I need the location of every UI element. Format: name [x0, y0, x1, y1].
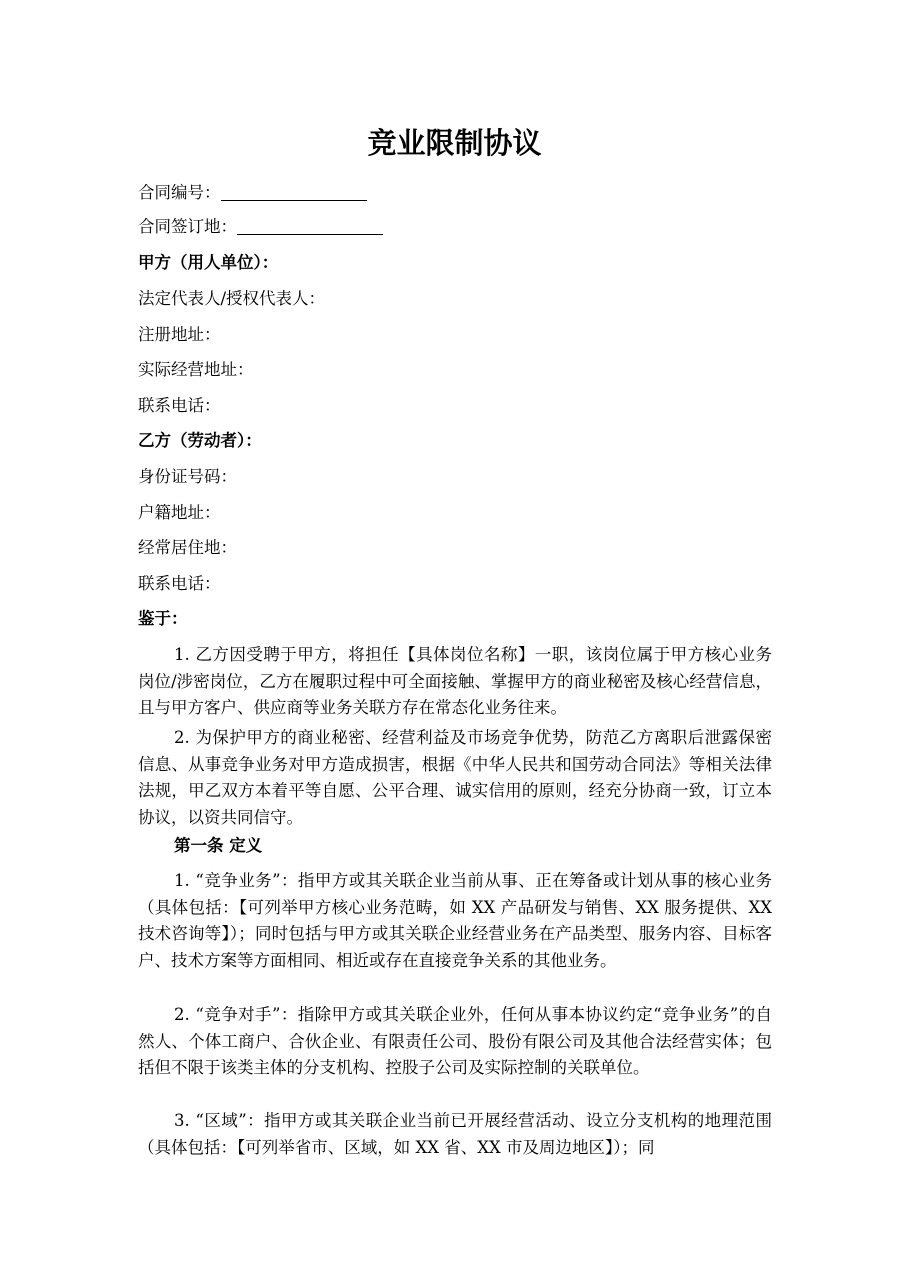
article-1-paragraph-1: 1. “竞争业务”：指甲方或其关联企业当前从事、正在筹备或计划从事的核心业务（具体包括：【可列举甲方核心业务范畴，如 XX 产品研发与销售、XX 服务提供、XX 技术咨询等】）；同时包括与甲方或其关联企业经营业务在产品类型、服务内容、目标客户、技术方案等方面相同、相近或存在直接竞争关系的其他业务。 [138, 871, 772, 970]
whereas-heading: 鉴于： [138, 609, 188, 628]
party-a-reg-addr: 注册地址： [138, 325, 221, 344]
contract-number-field [138, 181, 367, 205]
party-b-id-no: 身份证号码： [138, 467, 237, 486]
article-1-paragraph-3: 3. “区域”：指甲方或其关联企业当前已开展经营活动、设立分支机构的地理范围（具体包括：【可列举省市、区域，如 XX 省、XX 市及周边地区】）；同 [138, 1111, 772, 1157]
party-a-rep: 法定代表人/授权代表人： [138, 289, 326, 308]
party-a-op-addr: 实际经营地址： [138, 360, 254, 379]
article-1-heading: 第一条 定义 [174, 836, 263, 855]
party-b-phone: 联系电话： [138, 574, 221, 593]
document-title: 竞业限制协议 [367, 126, 542, 160]
contract-place-field [138, 215, 383, 239]
contract-place-label: 合同签订地： [138, 217, 237, 236]
party-b-hukou: 户籍地址： [138, 503, 221, 522]
party-a-heading: 甲方（用人单位）： [138, 253, 279, 272]
whereas-paragraph-2: 2. 为保护甲方的商业秘密、经营利益及市场竞争优势，防范乙方离职后泄露保密信息、从事竞争业务对甲方造成损害，根据《中华人民共和国劳动合同法》等相关法律法规，甲乙双方本着平等自愿、公平合理、诚实信用的原则，经充分协商一致，订立本协议，以资共同信守。 [138, 728, 772, 827]
whereas-paragraph-1: 1. 乙方因受聘于甲方，将担任【具体岗位名称】一职，该岗位属于甲方核心业务岗位/涉密岗位，乙方在履职过程中可全面接触、掌握甲方的商业秘密及核心经营信息，且与甲方客户、供应商等业务关联方存在常态化业务往来。 [138, 645, 772, 717]
party-a-phone: 联系电话： [138, 396, 221, 415]
contract-number-blank [221, 183, 367, 201]
article-1-paragraph-2: 2. “竞争对手”：指除甲方或其关联企业外，任何从事本协议约定“竞争业务”的自然人、个体工商户、合伙企业、有限责任公司、股份有限公司及其他合法经营实体；包括但不限于该类主体的分支机构、控股子公司及实际控制的关联单位。 [138, 1005, 772, 1077]
party-b-heading: 乙方（劳动者）： [138, 431, 262, 450]
party-b-residence: 经常居住地： [138, 538, 237, 557]
contract-place-blank [237, 217, 383, 235]
contract-number-label: 合同编号： [138, 183, 221, 202]
